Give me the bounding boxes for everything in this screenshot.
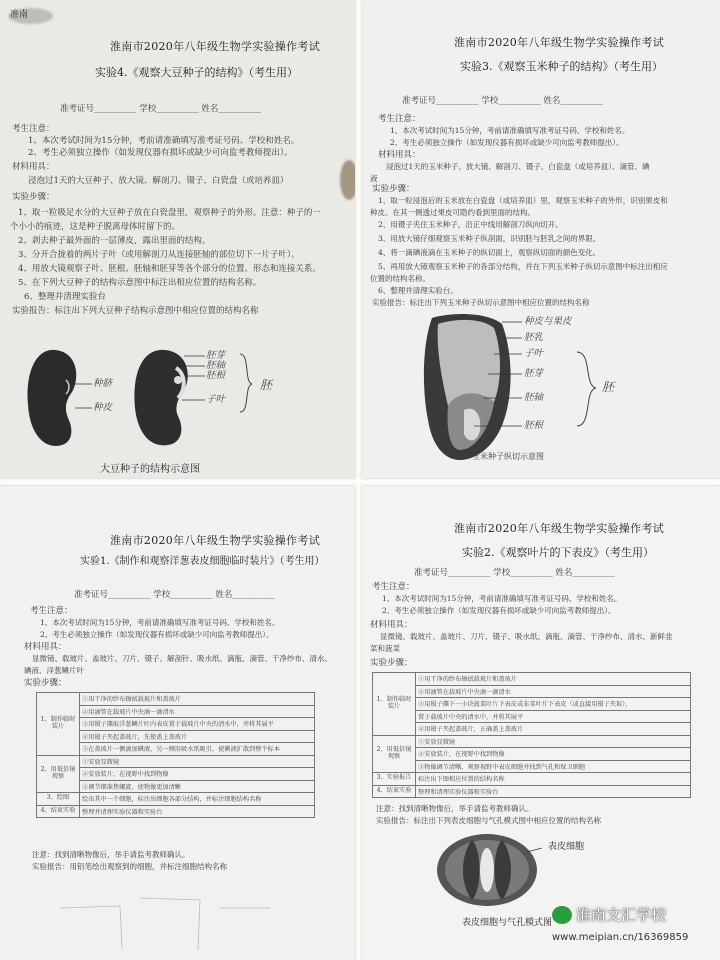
source-url: www.meipian.cn/16369859 bbox=[552, 932, 689, 943]
stamp-text: 准南 bbox=[10, 10, 29, 20]
materials-text-cont: 液 bbox=[370, 174, 378, 183]
report-text: 实验报告：用铅笔绘出观察到的细胞，并标注细胞结构名称 bbox=[32, 862, 227, 871]
steps-heading: 实验步骤： bbox=[372, 184, 415, 194]
procedure-table bbox=[372, 672, 691, 798]
step-line: 个小小的痕迹，这是种子脱离母体时留下的。 bbox=[10, 222, 181, 232]
step-cell: 整理和清理实验仪器和实验台 bbox=[416, 785, 691, 798]
step-line: 3、用放大镜仔细观察玉米种子纵剖面，识别胚与胚乳之间的界限。 bbox=[378, 234, 601, 243]
step-cell: ③调节细准焦螺旋，使物像更加清晰 bbox=[80, 780, 315, 793]
steps-heading: 实验步骤： bbox=[24, 678, 67, 688]
step-cell: ②安放装片，在视野中找到物像 bbox=[416, 748, 691, 761]
note-line: 1、本次考试时间为15分钟，考前请准确填写准考证号码、学校和姓名。 bbox=[390, 126, 630, 135]
step-cell: 标注出下图相应位置的结构名称 bbox=[416, 773, 691, 786]
step-cell: ①用干净的纱布擦拭载玻片和盖玻片 bbox=[416, 673, 691, 686]
label-embryo: 胚 bbox=[602, 380, 615, 394]
section-label: 1、制作临时装片 bbox=[373, 673, 416, 736]
step-line: 2、剥去种子最外面的一层薄皮，露出里面的结构。 bbox=[18, 236, 211, 246]
step-line: 6、整理并清理实验台 bbox=[24, 292, 106, 302]
materials-text: 浸泡过1天的玉米种子、放大镜、解剖刀、镊子、白瓷盘（或培养皿）、滴管、碘 bbox=[386, 162, 650, 171]
materials-text: 显微镜、载玻片、盖玻片、刀片、镊子、解剖针、吸水纸、滴瓶、滴管、干净纱布、清水、 bbox=[32, 654, 332, 663]
step-cell: 置于载玻片中央的清水中，并将其展平 bbox=[416, 710, 691, 723]
notes-heading: 考生注意： bbox=[378, 114, 421, 124]
section-label: 3、绘图 bbox=[37, 793, 80, 806]
section-label: 3、实验报告 bbox=[373, 773, 416, 786]
materials-text: 显微镜、载玻片、盖玻片、刀片、镊子、吸水纸、滴瓶、滴管、干净纱布、清水、新鲜韭 bbox=[380, 632, 673, 641]
step-cell: ③用镊子撕取洋葱鳞片叶内表皮置于载玻片中央的清水中，并将其展平 bbox=[80, 718, 315, 731]
label-pericarp: 种皮与果皮 bbox=[524, 316, 572, 327]
water-stain bbox=[340, 160, 355, 200]
label-hilum: 种脐 bbox=[93, 378, 113, 389]
steps-heading: 实验步骤： bbox=[370, 658, 413, 668]
pencil-drawing-area bbox=[40, 878, 290, 958]
label-radicle: 胚根 bbox=[206, 370, 226, 381]
sheet-header: 淮南市2020年八年级生物学实验操作考试 bbox=[110, 40, 320, 53]
exam-sheet-corn bbox=[362, 0, 720, 478]
step-line: 1、取一粒吸足水分的大豆种子放在白瓷盘里，观察种子的外形。注意：种子的一 bbox=[18, 208, 321, 218]
soybean-diagram bbox=[0, 320, 355, 478]
note-line: 2、考生必须独立操作（如发现仪器有损坏或缺少可向监考教师提出）。 bbox=[382, 606, 616, 615]
step-line: 种皮。在其一侧透过果皮可隐约看到里面的结构。 bbox=[370, 208, 535, 217]
materials-heading: 材料用具： bbox=[12, 162, 55, 172]
label-epidermal-cell: 表皮细胞 bbox=[548, 842, 585, 852]
note-line: 1、本次考试时间为15分钟，考前请准确填写准考证号码、学校和姓名。 bbox=[28, 136, 300, 146]
candidate-info: 准考证号__________ 学校__________ 姓名__________ bbox=[74, 590, 275, 600]
section-label: 1、制作临时装片 bbox=[37, 693, 80, 756]
step-cell: ①安放显微镜 bbox=[80, 755, 315, 768]
note-line: 2、考生必须独立操作（如发现仪器有损坏或缺少可向监考教师提出）。 bbox=[28, 148, 293, 158]
materials-heading: 材料用具： bbox=[24, 642, 67, 652]
report-text: 实验报告：标注出下列玉米种子纵切示意图中相应位置的结构名称 bbox=[372, 298, 590, 307]
candidate-info: 准考证号__________ 学校__________ 姓名__________ bbox=[60, 104, 261, 114]
figure-caption: 玉米种子纵切示意图 bbox=[472, 452, 544, 461]
materials-text-cont: 碘液、洋葱鳞片叶 bbox=[24, 666, 84, 675]
step-cell: ②用滴管在载玻片中央滴一滴清水 bbox=[80, 705, 315, 718]
step-cell: ④用镊子夹起盖玻片，正确盖上盖玻片 bbox=[416, 723, 691, 736]
label-embryo: 胚 bbox=[260, 378, 273, 392]
exam-sheet-leaf-epidermis bbox=[362, 486, 720, 960]
report-text: 实验报告：标注出下列表皮细胞与气孔模式图中相应位置的结构名称 bbox=[376, 816, 601, 825]
sheet-header: 淮南市2020年八年级生物学实验操作考试 bbox=[110, 534, 320, 547]
sheet-title: 实验4.《观察大豆种子的结构》（考生用） bbox=[95, 66, 298, 79]
step-line: 4、将一滴碘液滴在玉米种子的纵切面上，观察纵切面的颜色变化。 bbox=[378, 248, 601, 257]
guard-cell-diagram bbox=[432, 830, 542, 910]
label-plumule: 胚芽 bbox=[524, 368, 544, 379]
label-plumule: 胚芽 bbox=[206, 350, 226, 361]
report-text: 实验报告：标注出下列大豆种子结构示意图中相应位置的结构名称 bbox=[12, 306, 259, 316]
note-line: 1、本次考试时间为15分钟，考前请准确填写准考证号码、学校和姓名。 bbox=[382, 594, 622, 603]
section-label: 4、结束实验 bbox=[37, 805, 80, 818]
step-cell: ②安放装片，在视野中找到物像 bbox=[80, 768, 315, 781]
step-line: 3、分开合拢着的两片子叶（或用解剖刀从连接胚轴的部位切下一片子叶）。 bbox=[18, 250, 300, 260]
wechat-icon bbox=[552, 906, 572, 924]
sheet-title: 实验1.《制作和观察洋葱表皮细胞临时装片》（考生用） bbox=[80, 556, 325, 567]
notes-heading: 考生注意： bbox=[12, 124, 55, 134]
label-hypocotyl: 胚轴 bbox=[206, 360, 226, 371]
step-cell: 整理并清理实验仪器和实验台 bbox=[80, 805, 315, 818]
exam-sheet-onion bbox=[0, 486, 355, 960]
candidate-info: 准考证号__________ 学校__________ 姓名__________ bbox=[402, 96, 603, 106]
step-line: 1、取一粒浸泡后的玉米放在白瓷盘（或培养皿）里，观察玉米种子的外形，识别果皮和 bbox=[378, 196, 668, 205]
note-text: 注意：找到清晰物像后，举手请监考教师确认。 bbox=[32, 850, 190, 859]
step-line: 5、在下列大豆种子的结构示意图中标注出相应位置的结构名称。 bbox=[18, 278, 262, 288]
candidate-info: 准考证号__________ 学校__________ 姓名__________ bbox=[414, 568, 615, 578]
step-cell: ①用干净的纱布擦拭载玻片和盖玻片 bbox=[80, 693, 315, 706]
section-label: 2、用低倍镜观察 bbox=[37, 755, 80, 793]
label-endosperm: 胚乳 bbox=[524, 332, 544, 343]
materials-text-cont: 菜和菠菜 bbox=[370, 644, 400, 653]
section-label: 4、结束实验 bbox=[373, 785, 416, 798]
figure-caption: 表皮细胞与气孔模式图 bbox=[462, 918, 553, 928]
materials-heading: 材料用具： bbox=[370, 620, 413, 630]
materials-heading: 材料用具： bbox=[378, 150, 421, 160]
steps-heading: 实验步骤： bbox=[12, 192, 55, 202]
label-radicle: 胚根 bbox=[524, 420, 544, 431]
sheet-header: 淮南市2020年八年级生物学实验操作考试 bbox=[454, 522, 664, 535]
step-cell: ③用镊子撕下一小块菠菜叶片下表皮或韭菜叶片下表皮（或直接用镊子夹取）， bbox=[416, 698, 691, 711]
step-line: 5、再用放大镜观察玉米种子的各部分结构，并在下列玉米种子纵切示意图中标注出相应 bbox=[378, 262, 668, 271]
figure-caption: 大豆种子的结构示意图 bbox=[100, 464, 200, 475]
label-cotyledon: 子叶 bbox=[206, 394, 226, 405]
sheet-title: 实验3.《观察玉米种子的结构》（考生用） bbox=[460, 60, 663, 73]
note-line: 2、考生必须独立操作（如发现仪器有损坏或缺少可向监考教师提出）。 bbox=[390, 138, 624, 147]
label-hypocotyl: 胚轴 bbox=[524, 392, 544, 403]
section-label: 2、用低倍镜观察 bbox=[373, 735, 416, 773]
step-cell: ②用滴管在载玻片中央滴一滴清水 bbox=[416, 685, 691, 698]
step-cell: 绘出其中一个细胞，标注出细胞各部分结构，并标注细胞结构名称 bbox=[80, 793, 315, 806]
label-seed-coat: 种皮 bbox=[93, 402, 113, 413]
step-cell: ③物像调节清晰，观察视野中表皮细胞并找到气孔和保卫细胞 bbox=[416, 760, 691, 773]
materials-text: 浸泡过1天的大豆种子、放大镜、解剖刀、镊子、白瓷盘（或培养皿） bbox=[28, 176, 289, 186]
watermark-text: 淮南文汇学校 bbox=[576, 906, 667, 924]
notes-heading: 考生注意： bbox=[372, 582, 415, 592]
step-line: 2、用镊子夹住玉米种子，沿正中线用解剖刀纵向切开。 bbox=[378, 220, 563, 229]
step-cell: ①安放显微镜 bbox=[416, 735, 691, 748]
sheet-title: 实验2.《观察叶片的下表皮》（考生用） bbox=[462, 546, 654, 559]
step-line: 4、用放大镜观察子叶、胚根、胚轴和胚芽等各个部分的位置、形态和连接关系。 bbox=[18, 264, 321, 274]
notes-heading: 考生注意： bbox=[30, 606, 73, 616]
note-text: 注意：找到清晰物像后，举手请监考教师确认。 bbox=[376, 804, 534, 813]
note-line: 2、考生必须独立操作（如发现仪器有损坏或缺少可向监考教师提出）。 bbox=[40, 630, 274, 639]
step-line: 位置的结构名称。 bbox=[370, 274, 430, 283]
step-line: 6、整理并清理实验台。 bbox=[378, 286, 458, 295]
step-cell: ⑤在盖玻片一侧滴加碘液，另一侧用吸水纸吸引，使碘液扩散到整个标本 bbox=[80, 743, 315, 756]
label-cotyledon: 子叶 bbox=[524, 348, 544, 359]
note-line: 1、本次考试时间为15分钟，考前请准确填写准考证号码、学校和姓名。 bbox=[40, 618, 280, 627]
exam-sheet-soybean bbox=[0, 0, 355, 478]
step-cell: ④用镊子夹起盖玻片，先使盖上盖玻片 bbox=[80, 730, 315, 743]
procedure-table bbox=[36, 692, 315, 818]
sheet-header: 淮南市2020年八年级生物学实验操作考试 bbox=[454, 36, 664, 49]
